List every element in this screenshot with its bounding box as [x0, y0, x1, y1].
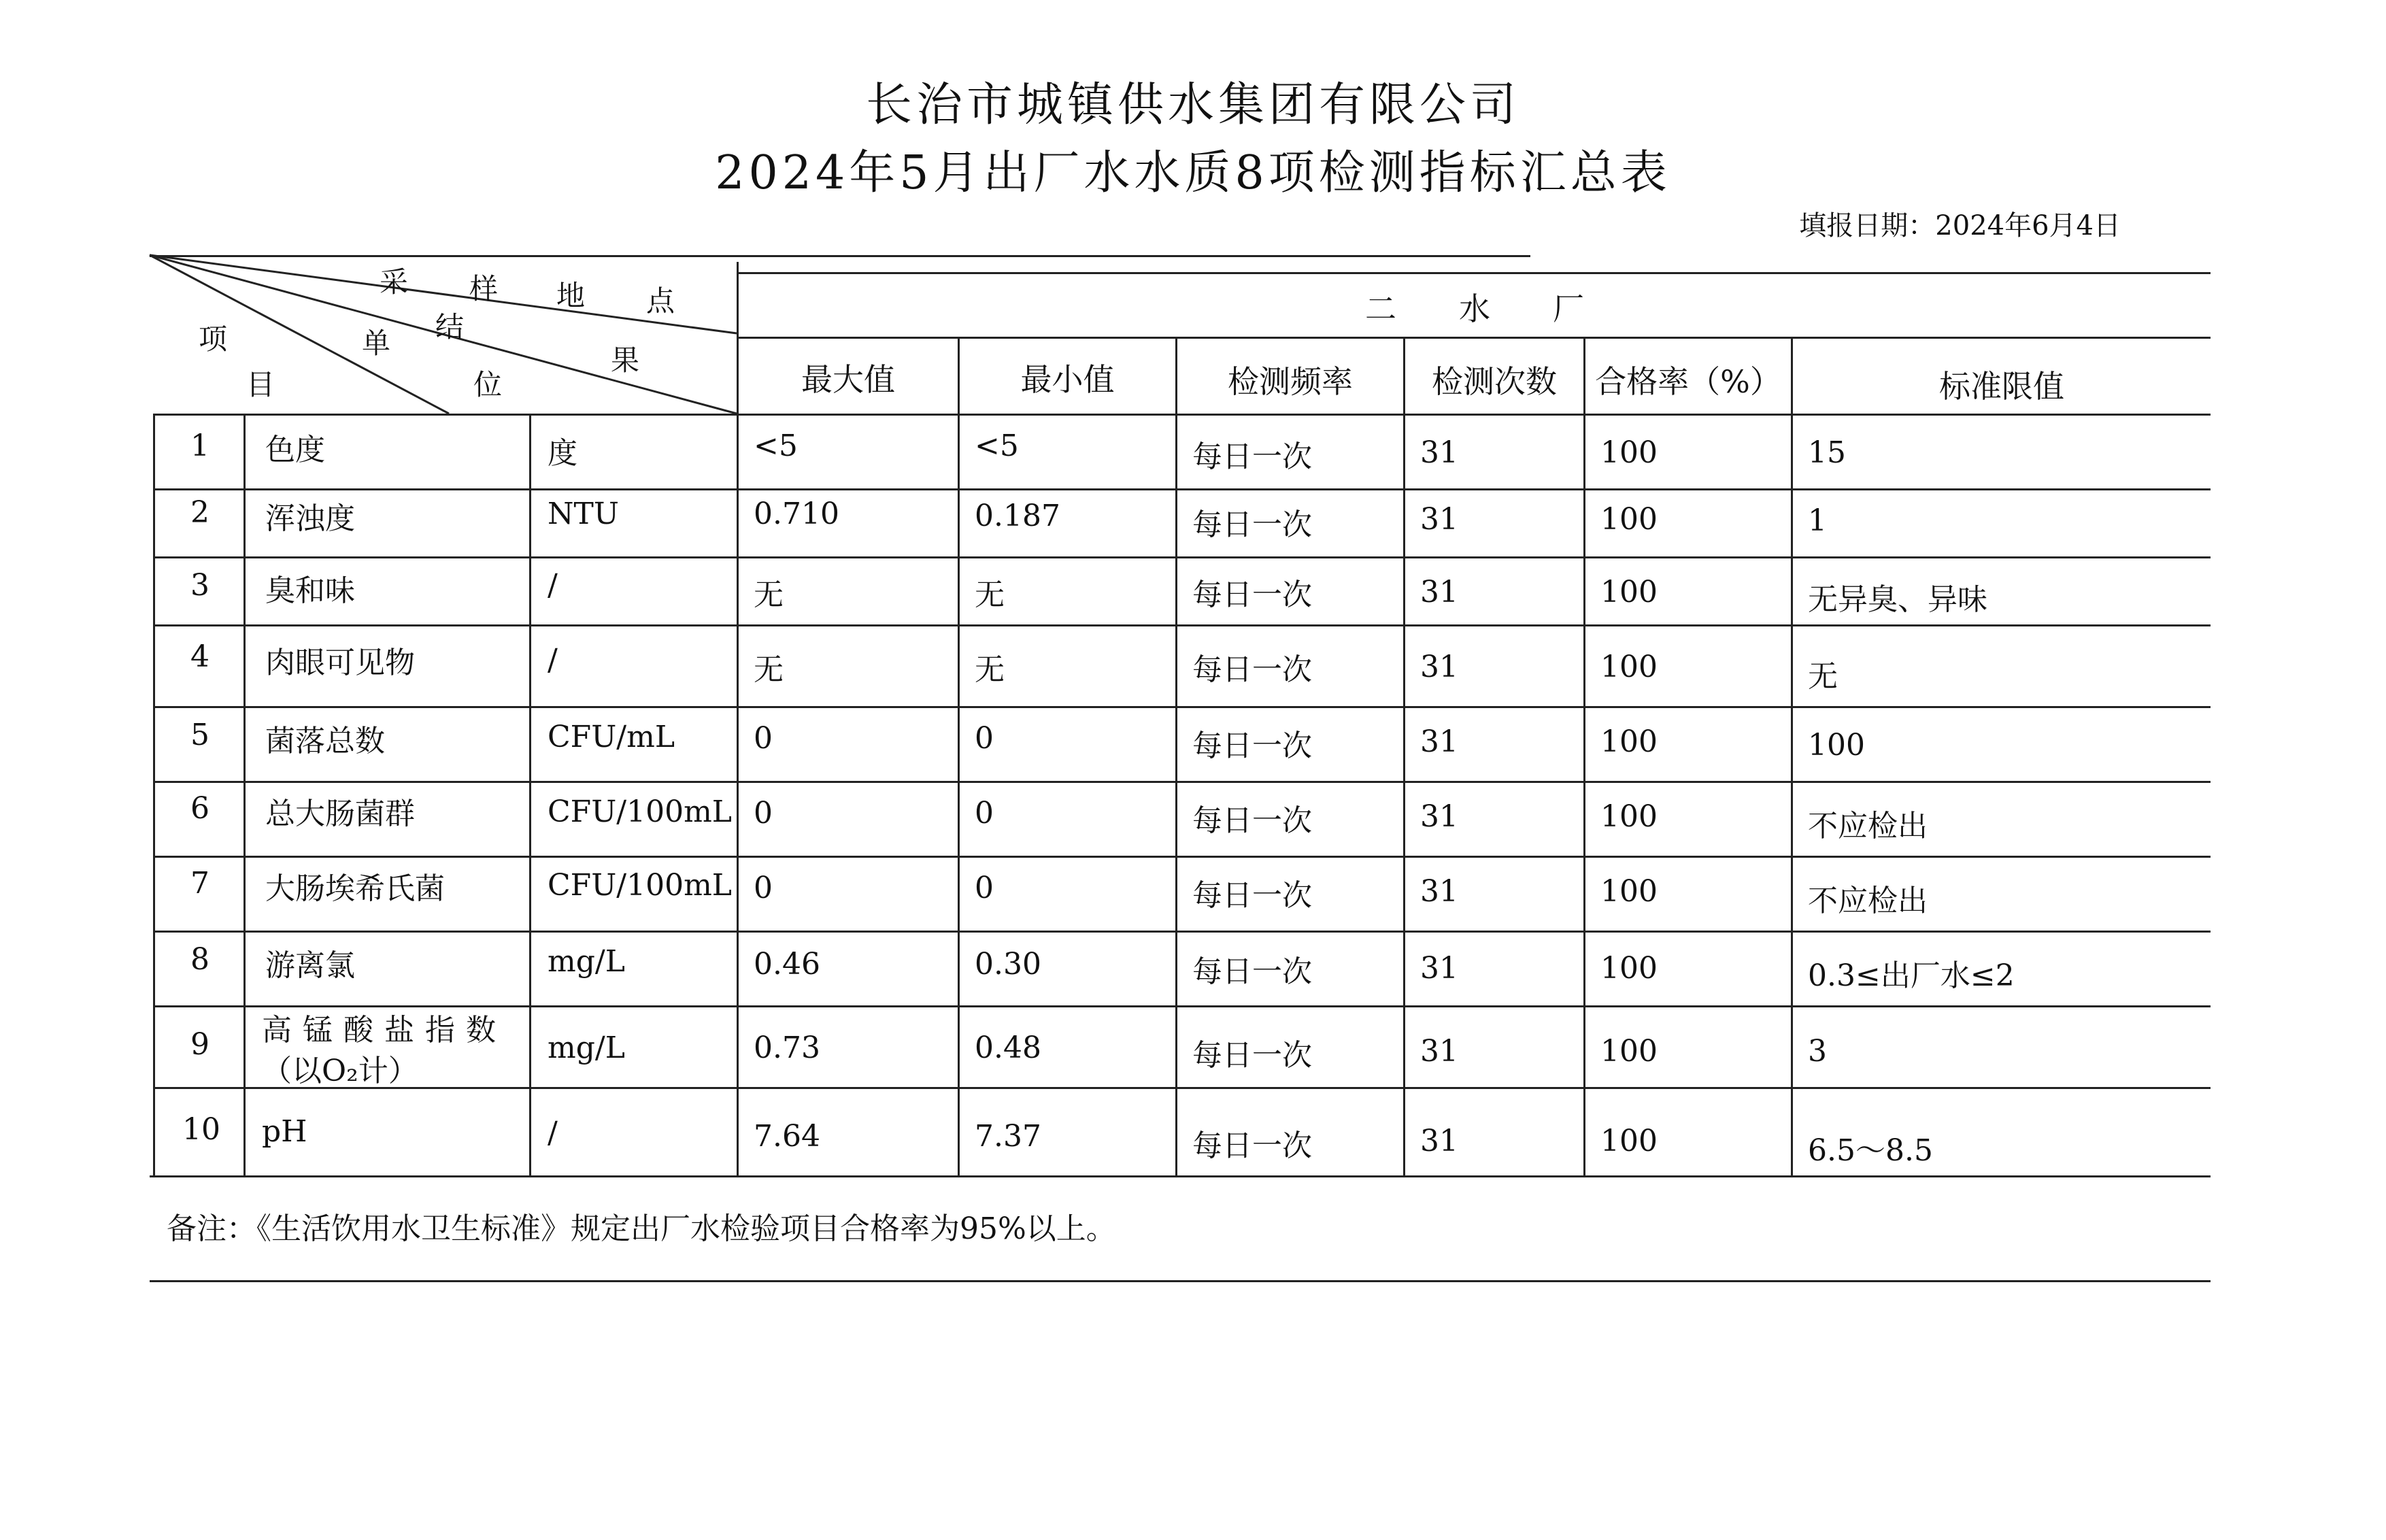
max-value: 无: [754, 652, 784, 687]
test-count: 31: [1420, 724, 1458, 759]
corner-label-sampling: 点: [646, 284, 675, 318]
column-header-pass-rate: 合格率（%）: [1595, 363, 1781, 400]
max-value: <5: [754, 429, 798, 463]
row-number: 7: [190, 866, 209, 901]
pass-rate: 100: [1600, 799, 1658, 834]
pass-rate: 100: [1600, 1124, 1658, 1158]
unit: CFU/100mL: [548, 868, 733, 903]
unit: /: [548, 568, 558, 603]
item-name: 色度: [265, 433, 325, 467]
test-count: 31: [1420, 650, 1458, 684]
pass-rate: 100: [1600, 575, 1658, 609]
corner-label-item: 目: [246, 368, 275, 401]
row-number: 8: [190, 942, 209, 977]
row-number: 9: [190, 1027, 209, 1062]
unit: 度: [548, 436, 577, 471]
plant-name-header: 二 水 厂: [1365, 290, 1584, 327]
standard-limit: 6.5～8.5: [1808, 1133, 1933, 1168]
pass-rate: 100: [1600, 502, 1658, 537]
fill-date: 填报日期：2024年6月4日: [1799, 210, 2121, 241]
footnote: 备注：《生活饮用水卫生标准》规定出厂水检验项目合格率为95%以上。: [167, 1211, 1116, 1246]
corner-label-sampling: 地: [556, 279, 586, 312]
standard-limit: 100: [1808, 728, 1865, 763]
test-count: 31: [1420, 435, 1458, 470]
row-number: 2: [190, 495, 209, 530]
standard-limit: 不应检出: [1808, 809, 1928, 843]
min-value: 无: [975, 578, 1005, 612]
row-number: 5: [190, 718, 209, 752]
min-value: 0.48: [975, 1031, 1041, 1065]
item-name: 总大肠菌群: [265, 797, 415, 831]
frequency: 每日一次: [1192, 729, 1312, 763]
pass-rate: 100: [1600, 951, 1658, 986]
standard-limit: 无异臭、异味: [1808, 582, 1987, 617]
frequency: 每日一次: [1192, 1128, 1312, 1163]
unit: /: [548, 643, 558, 677]
column-header-min: 最小值: [1020, 361, 1115, 398]
item-name: pH: [262, 1114, 307, 1149]
row-number: 4: [190, 639, 209, 674]
column-header-max: 最大值: [801, 361, 895, 398]
unit: mg/L: [548, 1031, 625, 1065]
item-name: 肉眼可见物: [265, 646, 415, 680]
unit: /: [548, 1116, 558, 1150]
frequency: 每日一次: [1192, 803, 1312, 838]
test-count: 31: [1420, 1124, 1458, 1158]
min-value: 7.37: [975, 1119, 1041, 1154]
row-number: 6: [190, 791, 209, 826]
pass-rate: 100: [1600, 650, 1658, 684]
max-value: 0: [754, 871, 773, 905]
frequency: 每日一次: [1192, 954, 1312, 989]
item-name: 高锰酸盐指数: [262, 1013, 507, 1048]
max-value: 0: [754, 796, 773, 831]
test-count: 31: [1420, 575, 1458, 609]
row-number: 3: [190, 568, 209, 603]
standard-limit: 不应检出: [1808, 884, 1928, 918]
max-value: 0.73: [754, 1031, 820, 1065]
test-count: 31: [1420, 1034, 1458, 1069]
unit: NTU: [548, 497, 619, 531]
min-value: <5: [975, 429, 1019, 463]
max-value: 0: [754, 721, 773, 756]
corner-label-result: 结: [435, 310, 465, 344]
corner-label-sampling: 采: [380, 265, 409, 299]
frequency: 每日一次: [1192, 878, 1312, 913]
standard-limit: 15: [1808, 435, 1846, 470]
max-value: 0.710: [754, 497, 839, 531]
column-header-standard-limit: 标准限值: [1939, 368, 2064, 405]
item-name: 游离氯: [265, 948, 355, 983]
item-name: 臭和味: [265, 573, 355, 608]
frequency: 每日一次: [1192, 1038, 1312, 1073]
item-name: 浑浊度: [265, 501, 355, 536]
max-value: 无: [754, 578, 784, 612]
min-value: 0: [975, 871, 994, 905]
corner-label-result: 果: [611, 344, 640, 377]
frequency: 每日一次: [1192, 652, 1312, 687]
pass-rate: 100: [1600, 435, 1658, 470]
pass-rate: 100: [1600, 874, 1658, 909]
max-value: 0.46: [754, 947, 820, 982]
standard-limit: 1: [1808, 503, 1827, 538]
max-value: 7.64: [754, 1119, 820, 1154]
standard-limit: 0.3≤出厂水≤2: [1808, 958, 2015, 993]
pass-rate: 100: [1600, 1034, 1658, 1069]
corner-label-sampling: 样: [469, 272, 499, 305]
document-title-company: 长治市城镇供水集团有限公司: [865, 78, 1520, 132]
test-count: 31: [1420, 799, 1458, 834]
test-count: 31: [1420, 502, 1458, 537]
row-number: 1: [190, 429, 209, 463]
frequency: 每日一次: [1192, 507, 1312, 542]
column-header-frequency: 检测频率: [1228, 363, 1353, 400]
document-title-report: 2024年5月出厂水水质8项检测指标汇总表: [715, 146, 1671, 200]
corner-label-item: 项: [199, 322, 228, 356]
test-count: 31: [1420, 951, 1458, 986]
frequency: 每日一次: [1192, 578, 1312, 612]
unit: CFU/100mL: [548, 794, 733, 829]
min-value: 0.30: [975, 947, 1041, 982]
min-value: 0: [975, 721, 994, 756]
item-name-line2: （以O₂计）: [262, 1054, 418, 1088]
unit: mg/L: [548, 944, 625, 979]
frequency: 每日一次: [1192, 439, 1312, 474]
item-name: 菌落总数: [265, 724, 385, 758]
test-count: 31: [1420, 874, 1458, 909]
min-value: 无: [975, 652, 1005, 687]
corner-label-unit: 单: [362, 327, 391, 360]
unit: CFU/mL: [548, 720, 675, 754]
row-number: 10: [182, 1112, 220, 1147]
pass-rate: 100: [1600, 724, 1658, 759]
min-value: 0: [975, 796, 994, 831]
corner-label-unit: 位: [473, 368, 503, 401]
standard-limit: 3: [1808, 1034, 1827, 1069]
min-value: 0.187: [975, 499, 1060, 533]
standard-limit: 无: [1808, 659, 1838, 694]
column-header-count: 检测次数: [1432, 363, 1557, 400]
item-name: 大肠埃希氏菌: [265, 871, 445, 906]
